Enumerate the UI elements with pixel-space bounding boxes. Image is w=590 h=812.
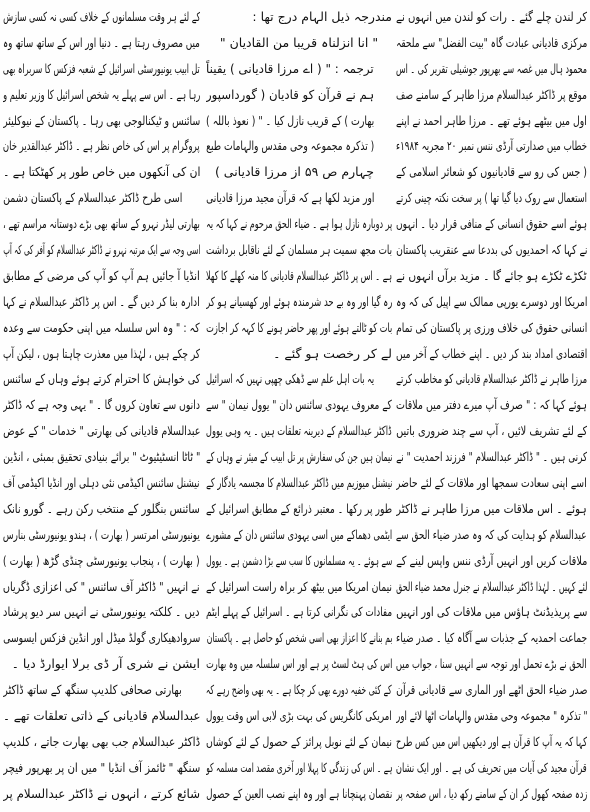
text-line <box>3 108 200 134</box>
text-line <box>396 289 587 315</box>
text-line-content: قرآن مجید کی آیات میں تحریف کی ہے ۔ اور ایک نشان <box>396 759 587 775</box>
text-line <box>206 729 392 755</box>
text-line <box>3 30 200 56</box>
text-line <box>3 289 200 315</box>
text-line <box>396 341 587 367</box>
text-line-content: کے لئے ہر وقت مسلمانوں کے خلاف کسی نہ کسی سازش <box>3 9 200 24</box>
text-line-content: ہوئے اسے حقوق انسانی کے منافی قرار دیا ۔ انہوں <box>396 216 587 232</box>
text-line-content: نے انہیں " ڈاکٹر آف سائنس " کی اعزازی ڈگریاں <box>3 578 200 594</box>
text-line-content: " ٹاٹا انسٹیٹیوٹ " برائے بنیادی تحقیق بمبئی ، انڈین <box>3 449 200 465</box>
text-line <box>396 4 587 30</box>
text-line <box>396 56 587 82</box>
text-line <box>3 82 200 108</box>
text-line-content: " انا انزلناہ قریبا من القادیان " <box>219 34 379 50</box>
text-line-content: ہم نے قرآن کو قادیان ( گورداسپور <box>206 86 374 102</box>
text-line <box>206 315 392 341</box>
text-line <box>3 185 200 211</box>
text-line-content: نیمان کے لئے نوبل پرائز کے حصول کے لئے کوشاں <box>206 733 392 749</box>
text-line <box>206 522 392 548</box>
text-line-content: مرکزی قادیانی عبادت گاہ "بیت الفضل" سے ملحقہ <box>396 34 587 50</box>
text-line-content: " تذکرہ " مجموعہ وحی مقدس والہامات اٹھا لائے اور <box>396 708 587 724</box>
text-line-content: کر لندن چلے گئے ۔ رات کو لندن میں انہوں نے <box>396 9 587 24</box>
text-line-content: اسی طرح ڈاکٹر عبدالسلام کے پاکستان دشمن <box>3 190 182 206</box>
text-line <box>206 30 392 56</box>
text-line <box>3 703 200 729</box>
text-line-content: کر چکے ہیں ، لہٰذا میں معذرت چاہتا ہوں ، لیکن آپ <box>3 345 200 361</box>
text-line-content: مندرجہ ذیل الہام درج تھا : <box>252 9 392 24</box>
text-line <box>3 4 200 30</box>
text-line-content: عبدالسلام قادیانی کی بھارتی " خدمات " کے عوض <box>3 423 200 439</box>
text-line <box>206 237 392 263</box>
text-line-content: ( تذکرہ مجموعہ وحی مقدس والہامات طبع <box>206 138 374 154</box>
text-line-content: ان کی آنکھوں میں خاص طور پر کھٹکتا ہے ۔ <box>3 164 200 180</box>
text-line-content: اول میں بیٹھے ہوئے تھے ۔ مرزا طاہر احمد نے اپنے <box>396 112 587 128</box>
text-line <box>3 211 200 237</box>
text-line <box>396 470 587 496</box>
text-line <box>3 341 200 367</box>
text-line-content: چہارم ص ۵۹ از مرزا قادیانی ) <box>214 164 374 180</box>
text-line-content: بات کو ٹالتے ہوئے اور پھر حاضر ہونے کا کہہ کر اجازت <box>206 319 392 335</box>
text-line-content: ایشن نے شری آر ڈی برلا ایوارڈ دیا ۔ <box>11 656 200 672</box>
text-line <box>396 418 587 444</box>
text-line <box>3 599 200 625</box>
text-line <box>206 56 392 82</box>
text-line-content: انڈیا آ جائیں ہم آپ کو آپ کی مرضی کے مطابق <box>3 267 200 283</box>
text-line-content: پر دوبارہ نازل ہوا ہے ۔ ضیاء الحق مرحوم نے کہا کہ یہ <box>206 216 392 232</box>
text-line-content: اقتصادی امداد بند کر دیں ۔ اپنے خطاب کے آخر میں <box>396 345 587 361</box>
text-line-content: ڈاکٹر عبدالسلام جب بھی بھارت جاتے ، کلدیپ <box>3 733 200 749</box>
text-line-content: ( جس کی رو سے قادیانیوں کو شعائر اسلامی کے <box>396 164 587 180</box>
text-line <box>206 703 392 729</box>
text-line <box>3 496 200 522</box>
text-line-content: محمود ہال میں غصہ سے بھرپور جوشیلی تقریر کی ۔ اس <box>396 60 587 76</box>
text-line-content: ہوئے ۔ اس ملاقات میں مرزا طاہر نے ڈاکٹر <box>396 500 587 516</box>
text-line-content: اس کی ہٹ لسٹ پر ہے اور اس سلسلہ میں وہ بھارت <box>206 656 392 672</box>
text-line-content: زدہ صفحہ کھول کر ان کے سامنے رکھ دیا ، اس صفحہ پر <box>396 785 587 801</box>
text-line <box>396 651 587 677</box>
text-line <box>396 574 587 600</box>
text-line-content: اور مزید لکھا ہے کہ قرآن مجید مرزا قادیانی <box>206 190 374 206</box>
text-line <box>206 651 392 677</box>
text-line <box>396 211 587 237</box>
text-line <box>396 263 587 289</box>
text-line <box>206 341 392 367</box>
text-line-content: کے معروف یہودی سائنس دان " یوول نیمان " سے <box>206 397 392 413</box>
text-line-content: اسے اپنی سعادت سمجھا اور ملاقات کے لئے حاضر <box>396 475 587 491</box>
text-line <box>3 418 200 444</box>
text-line-content: ڈاکٹر عبدالسلام کے دیرینہ تعلقات ہیں ۔ یہ وہی یوول <box>206 423 392 439</box>
middle-column <box>206 4 392 808</box>
text-line <box>3 755 200 781</box>
text-line-content: ہوئے کہا کہ : " صرف آپ میرے دفتر میں ملاقات <box>396 397 587 413</box>
text-line-content: بھارت ) کے قریب نازل کیا ۔ " ( نعوذ باللہ ) <box>206 112 374 128</box>
text-line <box>3 237 200 263</box>
text-line <box>3 159 200 185</box>
text-line-content: ( بھارت ) ، پنجاب یونیورسٹی چنڈی گڑھ ( بھارت ) <box>3 552 200 568</box>
text-line <box>206 599 392 625</box>
text-line-content: ترجمہ : " ( اے مرزا قادیانی ) یقیناً <box>206 60 374 76</box>
text-line <box>396 82 587 108</box>
text-line <box>3 263 200 289</box>
text-line-content: ہے ۔ اس کی زندگی کا پہلا اور آخری مقصد امت مسلمہ کو <box>206 759 392 775</box>
text-line <box>206 159 392 185</box>
text-line <box>396 159 587 185</box>
text-line <box>206 470 392 496</box>
text-line <box>396 677 587 703</box>
text-line-content: امریکی کانگریس کی بہت بڑی لابی اس وقت یوول <box>206 708 392 724</box>
left-column <box>3 4 200 808</box>
text-line-content: مفادات کی نگرانی کرتا ہے ۔ اسرائیل کے پہلے ایٹم <box>206 604 392 620</box>
text-line-content: کی خواہش کا احترام کرتے ہوئے وہاں کے سائنس <box>3 371 200 387</box>
text-line <box>3 729 200 755</box>
text-line-content: رہ گیا اور وہ بے حد شرمندہ ہوئے اور کھسیانے ہو کر <box>206 293 392 309</box>
text-line-content: ادارہ بنا کر دیں گے ۔ اس پر ڈاکٹر عبدالسلام نے کہا <box>3 293 200 309</box>
text-line <box>396 599 587 625</box>
text-line <box>206 548 392 574</box>
text-line <box>3 133 200 159</box>
text-line-content: شائع کرتے ، انہوں نے ڈاکٹر عبدالسلام پر <box>3 785 200 801</box>
text-line-content: خطاب میں صدارتی آرڈی ننس نمبر ۲۰ مجریہ ۱۹۸۴ء <box>396 138 587 154</box>
text-line <box>396 133 587 159</box>
text-line-content: لے کر رخصت ہو گئے ۔ <box>273 345 392 361</box>
text-line <box>396 108 587 134</box>
text-line-content: یہ بات اہل علم سے ڈھکی چھپی نہیں کہ اسرائیل <box>206 371 374 387</box>
text-line <box>3 781 200 807</box>
text-line <box>206 496 392 522</box>
text-line <box>3 444 200 470</box>
text-line-content: جماعت احمدیہ کے جذبات سے آگاہ کیا ۔ صدر ضیاء <box>396 630 587 646</box>
text-line <box>206 4 392 30</box>
text-line-content: بات مجھ سمیت ہر مسلمان کے لئے ناقابل برداشت <box>206 242 392 258</box>
text-line-content: استعمال سے روک دیا گیا تھا ) پر سخت نکتہ چینی کرتے <box>396 190 587 206</box>
text-line-content: ایٹمی دھماکے میں اسی یہودی سائنس دان کے مشورے <box>206 526 392 542</box>
text-line <box>206 133 392 159</box>
text-line-content: سروادھیکاری گولڈ میڈل اور انڈین فزکس ایسوسی <box>3 630 200 646</box>
text-line-content: سنگھ " ٹائمز آف انڈیا " میں ان پر بھرپور فیچر <box>3 759 200 775</box>
text-line <box>206 289 392 315</box>
text-line-content: تل ابیب یونیورسٹی اسرائیل کے شعبہ فزکس کا سربراہ بھی <box>3 60 200 76</box>
text-line-content: صدر ضیاء الحق اٹھے اور الماری سے قادیانی قرآن <box>396 682 587 698</box>
text-line-content: عبدالسلام قادیانی کے ذاتی تعلقات تھے ۔ <box>3 708 200 724</box>
text-line-content: کے لئے تشریف لائیں ، آپ سے چند ضروری باتیں <box>396 423 587 439</box>
text-line <box>3 625 200 651</box>
text-line-content: بھارتی لیڈر نہرو کے ساتھ بھی بڑے دوستانہ مراسم تھے ، <box>3 216 200 232</box>
text-line-content: پروگرام پر اس کی خاص نظر ہے ۔ ڈاکٹر عبدالقدیر خان <box>3 138 200 154</box>
text-line-content: ملاقات کریں اور انہیں آرڈی ننس واپس لینے کے <box>396 552 587 568</box>
text-line <box>206 781 392 807</box>
text-line-content: انسانی حقوق کی خلاف ورزی پر پاکستان کی تمام <box>396 319 587 335</box>
text-line-content: نے کہا کہ احمدیوں کی بددعا سے عنقریب پاکستان <box>396 242 587 258</box>
text-line <box>396 392 587 418</box>
text-line-content: کے کئی خفیہ دورے بھی کر چکا ہے ۔ یہ بھی واضح رہے کہ <box>206 682 392 698</box>
text-line-content: کہا کہ یہ آپ کا قرآن ہے اور دیکھیں اس میں کس طرح <box>396 733 587 749</box>
text-line <box>206 625 392 651</box>
text-line <box>3 677 200 703</box>
text-line <box>3 56 200 82</box>
right-column <box>396 4 587 808</box>
text-line <box>3 548 200 574</box>
text-line <box>3 315 200 341</box>
text-line-content: بھارتی صحافی کلدیپ سنگھ کے ساتھ ڈاکٹر <box>3 682 182 698</box>
text-line <box>396 496 587 522</box>
text-line <box>396 444 587 470</box>
text-line-content: رہا ہے ۔ اس سے پہلے یہ شخص اسرائیل کا وزیر تعلیم و <box>3 86 200 102</box>
text-line <box>3 651 200 677</box>
text-line <box>206 444 392 470</box>
text-line-content: یونیورسٹی امرتسر ( بھارت ) ، ہندو یونیورسٹی بنارس <box>3 526 200 542</box>
text-line-content: میں مصروف رہتا ہے ۔ دنیا اور اس کے ساتھ ساتھ وہ <box>3 34 200 50</box>
text-line <box>206 392 392 418</box>
text-line-content: عبدالسلام کو ہدایت کی کہ وہ صدر ضیاء الحق سے <box>396 526 587 542</box>
text-line <box>396 548 587 574</box>
text-line-content: دانوں سے تعاون کروں گا ۔ " یہی وجہ ہے کہ ڈاکٹر <box>3 397 200 413</box>
text-line <box>206 366 392 392</box>
text-line-content: طور پر رکھا ۔ معتبر ذرائع کے مطابق اسرائیل کے <box>206 500 392 516</box>
text-line <box>396 755 587 781</box>
text-line <box>396 522 587 548</box>
text-line <box>206 418 392 444</box>
text-line <box>396 30 587 56</box>
text-line-content: کہ : " وہ اس سلسلہ میں اپنی حکومت سے وعدہ <box>3 319 200 335</box>
text-line-content: دیں ۔ کلکتہ یونیورسٹی نے انہیں سر دیو پرشاد <box>3 604 200 620</box>
text-line <box>396 185 587 211</box>
text-line <box>3 366 200 392</box>
text-line-content: ٹکڑے ٹکڑے ہو جائے گا ۔ مزید برآں انہوں نے <box>396 267 587 283</box>
text-line <box>396 237 587 263</box>
text-line <box>3 522 200 548</box>
text-line-content: الحق نے بڑے تحمل اور توجہ سے انہیں سنا ، جواب میں <box>396 656 587 672</box>
text-line <box>396 366 587 392</box>
text-line <box>3 392 200 418</box>
text-line <box>206 185 392 211</box>
text-line <box>206 755 392 781</box>
text-line <box>206 263 392 289</box>
text-line-content: امریکا اور دوسرے یورپی ممالک سے اپیل کی کہ وہ <box>396 293 587 309</box>
text-line <box>206 677 392 703</box>
text-line-content: نیشنل سائنس اکیڈمی نئی دہلی اور انڈیا اکیڈمی آف <box>3 475 200 491</box>
text-line-content: بم بنانے کا اعزاز بھی اسی شخص کو حاصل ہے ۔ پاکستان <box>206 630 392 646</box>
text-line-content: سے ہوئے ۔ یہ مسلمانوں کا سب سے بڑا دشمن ہے ۔ یوول <box>206 552 392 568</box>
text-line <box>396 625 587 651</box>
text-line-content: نقصان پہنچانا ہے اور وہ اپنے نصب العین کے حصول <box>206 785 392 801</box>
text-line-content: اسی وجہ سے ایک مرتبہ نہرو نے ڈاکٹر عبدالسلام کو آفر کی کہ آپ <box>3 242 200 258</box>
text-line-content: نیمان امریکا میں بیٹھ کر براہ راست اسرائیل کے <box>206 578 392 594</box>
text-line <box>396 315 587 341</box>
text-line <box>206 211 392 237</box>
text-line <box>396 781 587 807</box>
text-line <box>206 574 392 600</box>
text-line-content: لئے کہیں ۔ لہٰذا ڈاکٹر عبدالسلام نے جنرل محمد ضیاء الحق <box>396 578 587 594</box>
text-line-content: کرنی ہیں ۔ " ڈاکٹر عبدالسلام " فرزند احمدیت " نے <box>396 449 587 465</box>
text-line-content: موقع پر ڈاکٹر عبدالسلام مرزا طاہر کے سامنے صف <box>396 86 587 102</box>
text-line-content: نیشنل میوزیم میں ڈاکٹر عبدالسلام کا مجسمہ یادگار کے <box>206 475 392 491</box>
text-line-content: نیمان ہیں جن کی سفارش پر تل ابیب کے میئر نے وہاں کے <box>206 449 392 465</box>
text-line <box>396 729 587 755</box>
text-line-content: سے پریذیڈنٹ ہاؤس میں ملاقات کی اور انہیں <box>396 604 587 620</box>
text-line <box>206 108 392 134</box>
text-line-content: ہے ۔ اس پر ڈاکٹر عبدالسلام قادیانی کا منہ کھلے کا کھلا <box>206 267 392 283</box>
text-line-content: سائنس و ٹیکنالوجی بھی رہا ۔ پاکستان کے نیوکلیئر <box>3 112 200 128</box>
text-line-content: سائنس بنگلور کے منتخب رکن رہے ۔ گورو نانک <box>3 500 200 516</box>
text-line <box>396 703 587 729</box>
text-line <box>3 574 200 600</box>
text-line-content: مرزا طاہر نے ڈاکٹر عبدالسلام قادیانی کو مخاطب کرتے <box>396 371 587 387</box>
text-line <box>206 82 392 108</box>
text-line <box>3 470 200 496</box>
